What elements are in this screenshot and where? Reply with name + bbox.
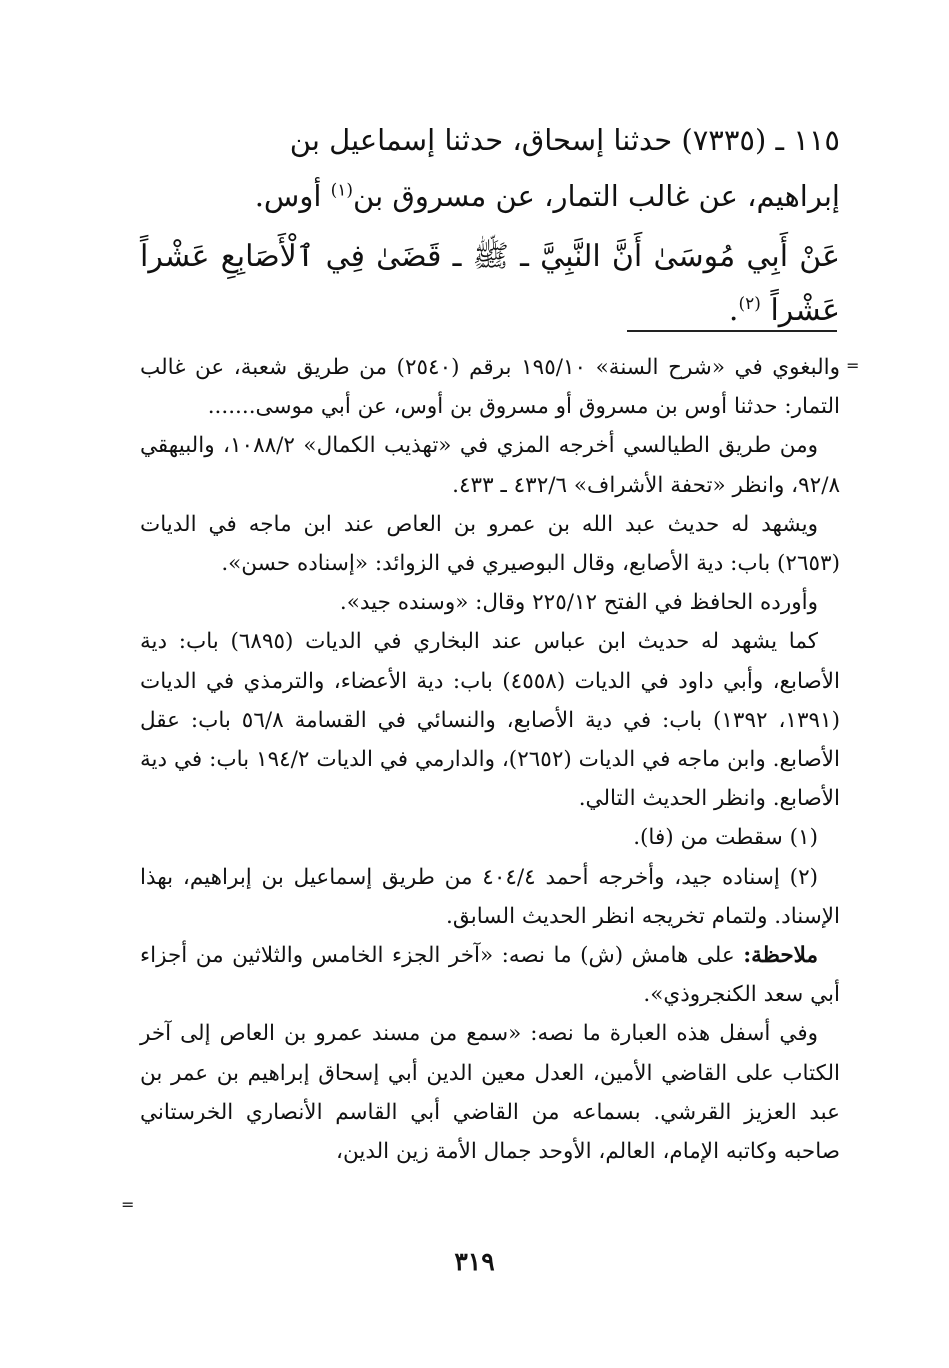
isnad-line-1: ١١٥ ـ (٧٣٣٥) حدثنا إسحاق، حدثنا إسماعيل بن <box>289 123 840 157</box>
shahid-abdallah-paragraph: ويشهد له حديث عبد الله بن عمرو بن العاص عند ابن ماجه في الديات (٢٦٥٣) باب: دية الأصابع، وقال البوصيري في الزوائد: «إسناده حسن». <box>140 511 840 577</box>
remark-paragraph <box>140 936 840 1014</box>
page-number: ٣١٩ <box>454 1247 495 1276</box>
matn-end: . <box>728 293 739 328</box>
remark-text: على هامش (ش) ما نصه: «آخر الجزء الخامس والثلاثين من أجزاء أبي سعد الكنجروذي». <box>140 943 840 1008</box>
continuation-marker-bottom: = <box>121 1195 135 1214</box>
tayalisi-paragraph: ومن طريق الطيالسي أخرجه المزي في «تهذيب الكمال» ١٠٨٨/٢، والبيهقي ٩٢/٨، وانظر «تحفة الأشراف» ٤٣٢/٦ ـ ٤٣٣. <box>140 433 840 498</box>
footnote-separator <box>627 330 837 332</box>
below-text-paragraph: وفي أسفل هذه العبارة ما نصه: «سمع من مسند عمرو بن العاص إلى آخر الكتاب على القاضي الأمين، العدل معين الدين أبي إسحاق إبراهيم بن عمر بن عبد العزيز القرشي. بسماعه من القاضي أبي القاسم الأنصاري الخرستاني صاحبه وكاتبه الإمام، العالم، الأوحد جمال الأمة زين الدين، <box>140 1021 840 1165</box>
hafiz-paragraph: وأورده الحافظ في الفتح ٢٢٥/١٢ وقال: «وسنده جيد». <box>339 590 818 616</box>
hadith-isnad <box>140 112 840 224</box>
remark-label: ملاحظة: <box>743 943 818 969</box>
matn-text: عَنْ أَبِي مُوسَىٰ أَنَّ النَّبِيَّ ـ ﷺ ـ قَضَىٰ فِي ٱلْأَصَابِعِ عَشْراً عَشْراً <box>140 239 840 328</box>
footnotes-section <box>140 348 840 1171</box>
footnote-1: (١) سقطت من (فا). <box>633 825 818 851</box>
hadith-matn <box>140 230 840 338</box>
continuation-marker-top: = <box>846 356 860 375</box>
isnad-line-2: إبراهيم، عن غالب التمار، عن مسروق بن <box>353 179 840 213</box>
footnote-ref-1[interactable]: (١) <box>330 180 354 201</box>
hadith-text <box>140 112 840 338</box>
isnad-line-2-end: أوس. <box>254 179 331 213</box>
footnote-ref-2[interactable]: (٢) <box>738 294 761 314</box>
shahid-ibn-abbas-paragraph: كما يشهد له حديث ابن عباس عند البخاري في الديات (٦٨٩٥) باب: دية الأصابع، وأبي داود في الديات (٤٥٥٨) باب: دية الأعضاء، والترمذي في الديات (١٣٩١، ١٣٩٢) باب: في دية الأصابع، والنسائي في القسامة ٥٦/٨ باب: عقل الأصابع. وابن ماجه في الديات (٢٦٥٢)، والدارمي في الديات ١٩٤/٢ باب: في دية الأصابع. وانظر الحديث التالي. <box>140 629 840 812</box>
continued-footnote: والبغوي في «شرح السنة» ١٩٥/١٠ برقم (٢٥٤٠) من طريق شعبة، عن غالب التمار: حدثنا أوس بن مسروق أو مسروق بن أوس، عن أبي موسى....... <box>140 355 840 420</box>
footnote-2: (٢) إسناده جيد، وأخرجه أحمد ٤٠٤/٤ من طريق إسماعيل بن إبراهيم، بهذا الإسناد. ولتمام تخريجه انظر الحديث السابق. <box>140 864 840 929</box>
